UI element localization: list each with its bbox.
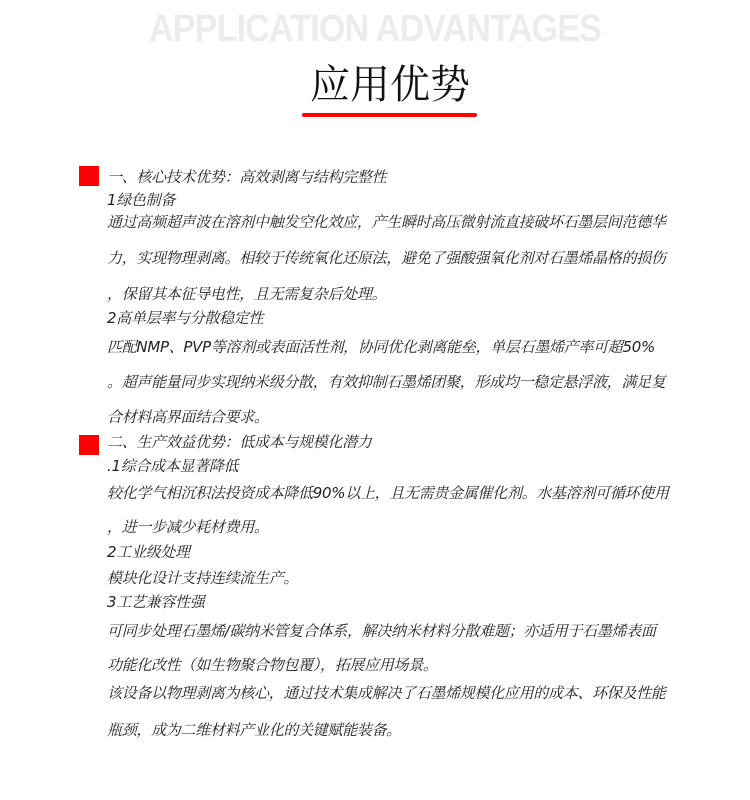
- item-line: 。超声能量同步实现纳米级分散，有效抑制石墨烯团聚，形成均一稳定悬浮液，满足复: [107, 373, 666, 391]
- section-heading: 一、核心技术优势：高效剥离与结构完整性: [107, 168, 387, 186]
- conclusion-line: 该设备以物理剥离为核心，通过技术集成解决了石墨烯规模化应用的成本、环保及性能: [107, 684, 666, 702]
- page-title: 应用优势: [310, 62, 470, 108]
- item-line: 功能化改性（如生物聚合物包覆），拓展应用场景。: [107, 656, 438, 674]
- item-line: 匹配NMP、PVP等溶剂或表面活性剂，协同优化剥离能垒，单层石墨烯产率可超50%: [107, 338, 655, 356]
- item-subtitle: 1绿色制备: [107, 191, 176, 209]
- watermark-text: APPLICATION ADVANTAGES: [148, 8, 602, 50]
- item-line: 可同步处理石墨烯/碳纳米管复合体系，解决纳米材料分散难题；亦适用于石墨烯表面: [107, 622, 656, 640]
- item-subtitle: 2高单层率与分散稳定性: [107, 309, 264, 327]
- item-subtitle: 2工业级处理: [107, 543, 190, 561]
- item-line: ，保留其本征导电性，且无需复杂后处理。: [107, 285, 387, 303]
- item-line: ，进一步减少耗材费用。: [107, 518, 269, 536]
- item-line: 较化学气相沉积法投资成本降低90%以上，且无需贵金属催化剂。水基溶剂可循环使用: [107, 484, 669, 502]
- item-subtitle: 3工艺兼容性强: [107, 593, 205, 611]
- item-line: 模块化设计支持连续流生产。: [107, 569, 299, 587]
- section-heading: 二、生产效益优势：低成本与规模化潜力: [107, 433, 372, 451]
- item-line: 合材料高界面结合要求。: [107, 408, 269, 426]
- section-marker-icon: [79, 435, 99, 455]
- title-underline: [302, 113, 477, 117]
- item-line: 力，实现物理剥离。相较于传统氧化还原法，避免了强酸强氧化剂对石墨烯晶格的损伤: [107, 249, 666, 267]
- conclusion-line: 瓶颈，成为二维材料产业化的关键赋能装备。: [107, 721, 402, 739]
- item-subtitle: .1综合成本显著降低: [107, 457, 239, 475]
- section-marker-icon: [79, 166, 99, 186]
- item-line: 通过高频超声波在溶剂中触发空化效应，产生瞬时高压微射流直接破坏石墨层间范德华: [107, 213, 666, 231]
